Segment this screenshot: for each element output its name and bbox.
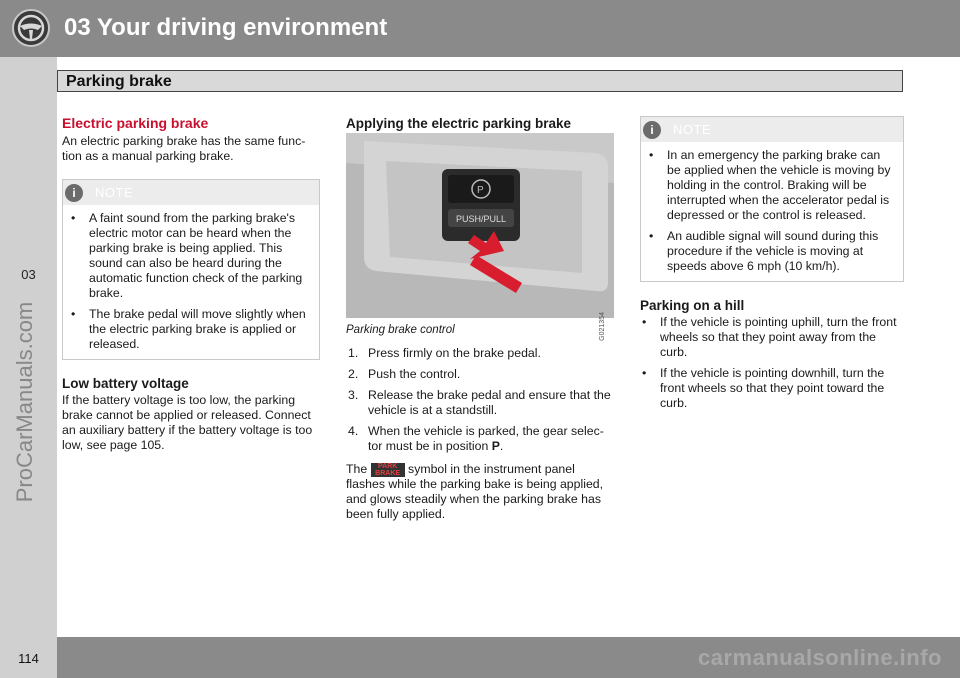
column-2 xyxy=(346,116,614,522)
step-item: 2. Push the control. xyxy=(348,367,461,381)
chapter-title: 03 Your driving environment xyxy=(64,14,388,41)
note-item: • In an emergency the parking brake can be applied when the vehicle is moving by holding in the control. Braking will be interrupted when the accelerator pedal is depressed or the control is released. xyxy=(647,148,897,223)
intro-text: An electric parking brake has the same func-tion as a manual parking brake. xyxy=(62,134,306,163)
note-item: • A faint sound from the parking brake's electric motor can be heard when the parking brake is being applied. This sound can also be heard during the automatic function check of the parking brake. xyxy=(69,211,313,301)
step-item: 1. Press firmly on the brake pedal. xyxy=(348,346,541,360)
note-body xyxy=(63,205,319,359)
steering-wheel-icon xyxy=(12,9,50,47)
note-header xyxy=(63,180,319,205)
footer-tab xyxy=(0,637,57,678)
note-label: NOTE xyxy=(95,185,134,200)
note-box xyxy=(62,179,320,360)
hill-item: • If the vehicle is pointing uphill, turn the front wheels so that they point away from the curb. xyxy=(640,315,904,360)
note-body xyxy=(641,142,903,281)
step-item: 4. When the vehicle is parked, the gear selec-tor must be in position P. xyxy=(348,424,604,453)
note-box xyxy=(640,116,904,282)
note-item: • The brake pedal will move slightly when the electric parking brake is applied or released. xyxy=(69,307,313,352)
chapter-number: 03 xyxy=(21,267,36,282)
heading-applying: Applying the electric parking brake xyxy=(346,116,572,131)
step-item: 3. Release the brake pedal and ensure that the vehicle is at a standstill. xyxy=(348,388,611,417)
page-number: 114 xyxy=(18,651,39,666)
hill-item: • If the vehicle is pointing downhill, turn the front wheels so that they point toward the curb. xyxy=(640,366,904,411)
park-brake-symbol: PARK BRAKE xyxy=(371,463,405,477)
symbol-paragraph: The PARK BRAKE symbol in the instrument panel flashes while the parking bake is being applied, and glows steadily when the parking brake has been fully applied. xyxy=(346,462,604,521)
note-header xyxy=(641,117,903,142)
heading-parking-on-hill: Parking on a hill xyxy=(640,298,745,313)
image-code: G021354 xyxy=(599,312,606,341)
svg-text:PUSH/PULL: PUSH/PULL xyxy=(456,214,507,224)
info-icon: i xyxy=(65,184,83,202)
column-1 xyxy=(62,116,320,453)
section-bar xyxy=(57,70,903,92)
page-header xyxy=(0,0,960,57)
heading-low-battery: Low battery voltage xyxy=(62,376,189,391)
page-footer xyxy=(0,637,960,678)
section-title: Parking brake xyxy=(66,73,172,90)
column-3 xyxy=(640,116,904,411)
footer-watermark: carmanualsonline.info xyxy=(698,645,942,670)
chapter-side-tab xyxy=(0,57,57,637)
note-label: NOTE xyxy=(673,122,712,137)
note-item: • An audible signal will sound during this procedure if the vehicle is moving at speeds above 6 mph (10 km/h). xyxy=(647,229,897,274)
side-watermark: ProCarManuals.com xyxy=(12,301,37,503)
svg-text:P: P xyxy=(477,185,484,196)
low-battery-text: If the battery voltage is too low, the parking brake cannot be applied or released. Connect an auxiliary battery if the battery voltage is too low, see page 105. xyxy=(62,393,313,452)
heading-electric-parking-brake: Electric parking brake xyxy=(62,115,209,131)
photo-caption: Parking brake control xyxy=(346,324,455,336)
info-icon: i xyxy=(643,121,661,139)
